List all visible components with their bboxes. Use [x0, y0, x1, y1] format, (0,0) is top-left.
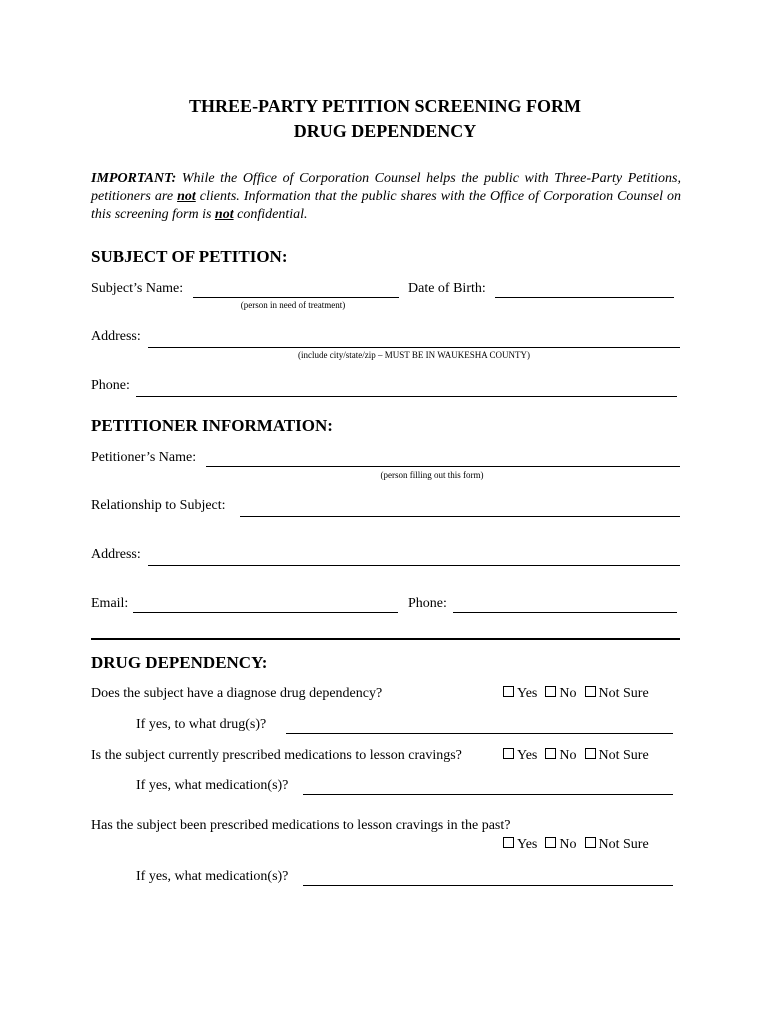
subject-address-label: Address: [91, 329, 141, 344]
q1-option-no[interactable]: No [545, 686, 576, 701]
q1-options [503, 686, 657, 702]
q3-option-not-sure[interactable]: Not Sure [585, 837, 649, 852]
not-emphasis: not [214, 207, 234, 222]
petitioner-phone-line [453, 612, 677, 613]
q1-followup-line [286, 733, 673, 734]
subject-address-line [148, 347, 680, 348]
petitioner-name-hint: (person filling out this form) [380, 470, 484, 480]
subject-phone-input[interactable] [138, 379, 673, 395]
subject-address-hint: (include city/state/zip – MUST BE IN WAUKESHA COUNTY) [298, 350, 530, 360]
q3-followup-input[interactable] [305, 869, 669, 885]
checkbox-icon[interactable] [503, 748, 514, 759]
checkbox-icon[interactable] [545, 748, 556, 759]
important-notice: IMPORTANT: While the Office of Corporation Counsel helps the public with Three-Party Petitions, petitioners are not clients. Information that the public shares with the Office of Corporation Counsel on this screening form is not confidential. [91, 171, 681, 222]
checkbox-icon[interactable] [585, 686, 596, 697]
q1-option-not-sure[interactable]: Not Sure [585, 686, 649, 701]
q1-text: Does the subject have a diagnose drug dependency? [91, 686, 383, 701]
important-label: IMPORTANT: [91, 171, 177, 186]
petitioner-phone-label: Phone: [408, 596, 447, 611]
not-emphasis: not [177, 189, 196, 204]
petitioner-email-line [133, 612, 398, 613]
subject-heading: SUBJECT OF PETITION: [91, 247, 288, 266]
q1-option-yes[interactable]: Yes [503, 686, 537, 701]
petitioner-address-input[interactable] [150, 548, 676, 564]
q2-text: Is the subject currently prescribed medications to lesson cravings? [91, 748, 462, 763]
petitioner-name-label: Petitioner’s Name: [91, 450, 197, 465]
q3-option-yes[interactable]: Yes [503, 837, 537, 852]
q2-option-yes[interactable]: Yes [503, 748, 537, 763]
checkbox-icon[interactable] [503, 686, 514, 697]
petitioner-name-input[interactable] [208, 450, 676, 466]
petitioner-email-input[interactable] [135, 596, 394, 612]
subject-dob-label: Date of Birth: [408, 281, 486, 296]
q2-followup-label: If yes, what medication(s)? [136, 778, 289, 793]
relationship-input[interactable] [242, 499, 676, 515]
drug-heading: DRUG DEPENDENCY: [91, 653, 268, 672]
subject-name-input[interactable] [195, 281, 395, 297]
form-subtitle: DRUG DEPENDENCY [293, 121, 477, 141]
relationship-line [240, 516, 680, 517]
q3-followup-label: If yes, what medication(s)? [136, 869, 289, 884]
petitioner-address-line [148, 565, 680, 566]
subject-name-line [193, 297, 399, 298]
checkbox-icon[interactable] [585, 748, 596, 759]
form-title: THREE-PARTY PETITION SCREENING FORM [189, 96, 581, 116]
subject-dob-line [495, 297, 674, 298]
q2-options [503, 748, 657, 764]
q3-followup-line [303, 885, 673, 886]
subject-phone-label: Phone: [91, 378, 130, 393]
relationship-label: Relationship to Subject: [91, 498, 226, 513]
subject-name-hint: (person in need of treatment) [240, 300, 346, 310]
checkbox-icon[interactable] [545, 837, 556, 848]
petitioner-name-line [206, 466, 680, 467]
checkbox-icon[interactable] [585, 837, 596, 848]
petitioner-heading: PETITIONER INFORMATION: [91, 416, 333, 435]
q1-followup-input[interactable] [288, 717, 669, 733]
q3-option-no[interactable]: No [545, 837, 576, 852]
q1-followup-label: If yes, to what drug(s)? [136, 717, 267, 732]
q2-followup-line [303, 794, 673, 795]
petitioner-email-label: Email: [91, 596, 129, 611]
q3-text: Has the subject been prescribed medications to lesson cravings in the past? [91, 818, 511, 833]
q2-option-not-sure[interactable]: Not Sure [585, 748, 649, 763]
petitioner-phone-input[interactable] [455, 596, 673, 612]
subject-dob-input[interactable] [497, 281, 672, 297]
section-divider [91, 638, 680, 640]
q2-option-no[interactable]: No [545, 748, 576, 763]
subject-name-label: Subject’s Name: [91, 281, 184, 296]
q2-followup-input[interactable] [305, 778, 669, 794]
checkbox-icon[interactable] [503, 837, 514, 848]
q3-options [503, 837, 657, 853]
subject-address-input[interactable] [150, 330, 676, 346]
petitioner-address-label: Address: [91, 547, 141, 562]
checkbox-icon[interactable] [545, 686, 556, 697]
subject-phone-line [136, 396, 677, 397]
